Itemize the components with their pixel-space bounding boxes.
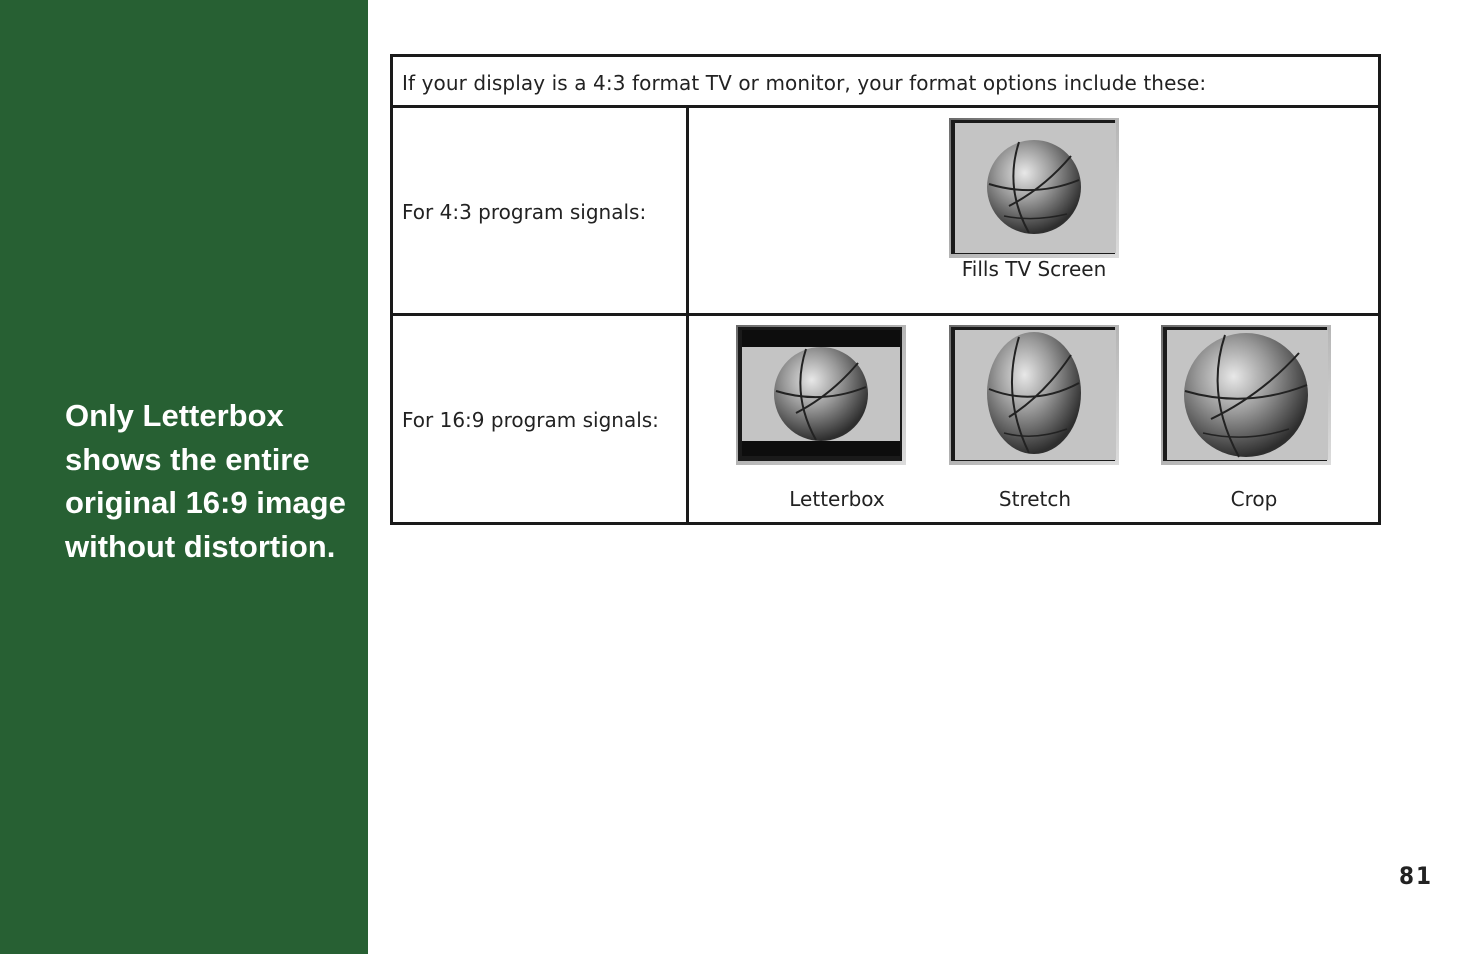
row-label-cell [393,316,689,522]
row-label-cell [393,108,689,313]
option-caption: Fills TV Screen [961,257,1107,281]
table-row-4-3 [393,108,1378,316]
option-caption: Letterbox [789,487,885,511]
format-options-table [390,54,1381,525]
row-label-16-9: For 16:9 program signals: [402,408,659,432]
basketball-fill-icon [949,118,1119,258]
option-caption: Stretch [998,487,1072,511]
row-label-4-3: For 4:3 program signals: [402,200,647,224]
table-header-row [393,57,1378,108]
table-header-text: If your display is a 4:3 format TV or monitor, your format options include these: [402,71,1207,95]
basketball-stretch-icon [949,325,1119,465]
basketball-letterbox-icon [736,325,906,465]
page-number: 81 [1398,862,1433,890]
table-row-16-9 [393,316,1378,522]
sidebar-note: Only Letterbox shows the entire original 16:9 image without distortion. [65,398,346,564]
sidebar-panel [0,0,368,954]
option-caption: Crop [1230,487,1278,511]
basketball-crop-icon [1161,325,1331,465]
